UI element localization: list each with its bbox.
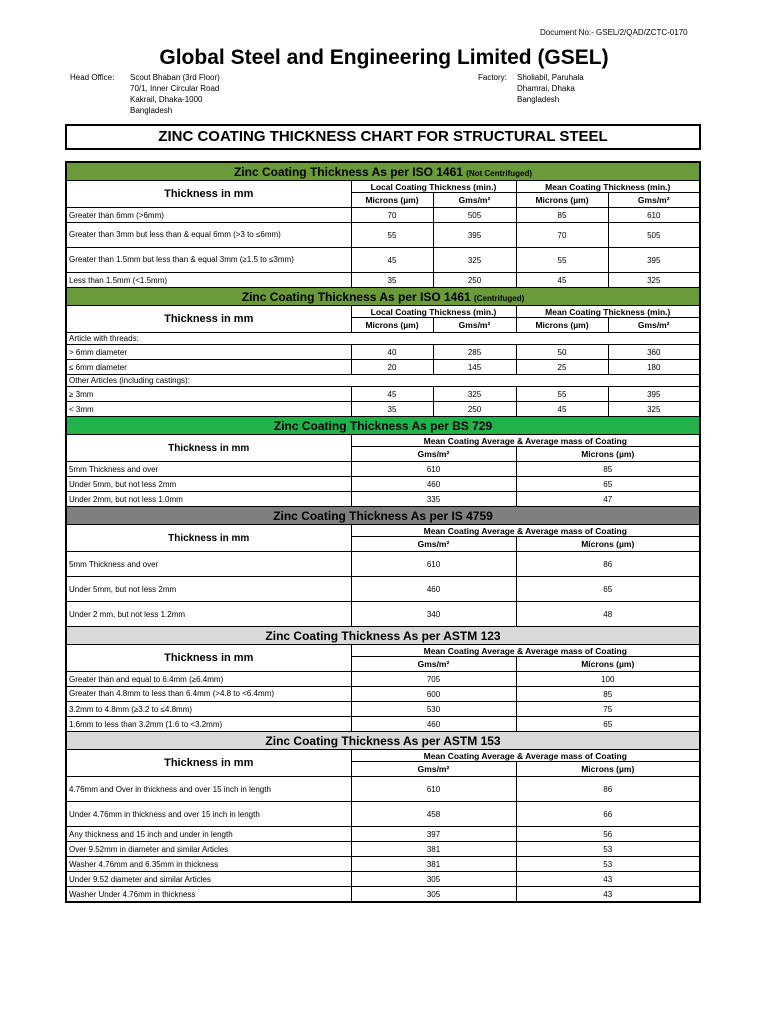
table-cell: Greater than 1.5mm but less than & equal 3mm (≥1.5 to ≤3mm) [66, 248, 351, 273]
microns-header: Microns (µm) [516, 447, 700, 462]
table-cell: Under 4.76mm in thickness and over 15 inch in length [66, 802, 351, 827]
table-cell: 55 [351, 223, 433, 248]
table-cell: 43 [516, 872, 700, 887]
section-header [66, 627, 700, 645]
table-cell: Under 2mm, but not less 1.0mm [66, 492, 351, 507]
table-cell: 325 [433, 248, 516, 273]
subheading-row [66, 333, 700, 345]
table-cell: 75 [516, 702, 700, 717]
factory-line: Bangladesh [517, 95, 560, 104]
table-cell: 530 [351, 702, 516, 717]
table-cell: 340 [351, 602, 516, 627]
table-cell: Under 5mm, but not less 2mm [66, 477, 351, 492]
table-cell: ≤ 6mm diameter [66, 360, 351, 375]
table-cell: 45 [351, 387, 433, 402]
table-cell: 610 [608, 208, 700, 223]
table-cell: 40 [351, 345, 433, 360]
head-office-label: Head Office: [70, 73, 115, 82]
gms-header: Gms/m² [608, 193, 700, 208]
table-cell: 85 [516, 208, 608, 223]
local-coating-header: Local Coating Thickness (min.) [351, 306, 516, 318]
factory-label: Factory: [478, 73, 507, 82]
table-row [66, 402, 700, 417]
table-row [66, 602, 700, 627]
thickness-header: Thickness in mm [66, 525, 351, 552]
table-cell: 53 [516, 857, 700, 872]
mean-coating-header: Mean Coating Average & Average mass of Coating [351, 750, 700, 762]
head-office-line: Scout Bhaban (3rd Floor) [130, 73, 220, 82]
head-office-line: 70/1, Inner Circular Road [130, 84, 220, 93]
gms-header: Gms/m² [608, 318, 700, 333]
table-cell: 56 [516, 827, 700, 842]
mean-coating-header: Mean Coating Average & Average mass of Coating [351, 525, 700, 537]
table-cell: 145 [433, 360, 516, 375]
subheading-row [66, 375, 700, 387]
table-cell: ≥ 3mm [66, 387, 351, 402]
table-row [66, 273, 700, 288]
factory-line: Dhamrai, Dhaka [517, 84, 575, 93]
table-cell: 53 [516, 842, 700, 857]
thickness-header: Thickness in mm [66, 181, 351, 208]
table-row [66, 687, 700, 702]
table-cell: 381 [351, 842, 516, 857]
table-cell: 395 [608, 248, 700, 273]
table-cell: 1.6mm to less than 3.2mm (1.6 to <3.2mm) [66, 717, 351, 732]
table-cell: 65 [516, 717, 700, 732]
table-cell: 458 [351, 802, 516, 827]
table-cell: 35 [351, 402, 433, 417]
table-row [66, 477, 700, 492]
table-cell: 70 [351, 208, 433, 223]
table-cell: 48 [516, 602, 700, 627]
section-title: Zinc Coating Thickness As per ISO 1461 [241, 289, 471, 304]
table-cell: 180 [608, 360, 700, 375]
table-row [66, 552, 700, 577]
table-cell: 50 [516, 345, 608, 360]
head-office-line: Bangladesh [130, 106, 173, 115]
table-cell: < 3mm [66, 402, 351, 417]
table-cell: 55 [516, 248, 608, 273]
table-cell: 381 [351, 857, 516, 872]
table-cell: 47 [516, 492, 700, 507]
document-number: Document No:- GSEL/2/QAD/ZCTC-0170 [540, 28, 688, 37]
thickness-header: Thickness in mm [66, 435, 351, 462]
table-cell: 45 [516, 402, 608, 417]
section-title: Zinc Coating Thickness As per BS 729 [66, 417, 700, 435]
microns-header: Microns (µm) [516, 657, 700, 672]
table-cell: 460 [351, 477, 516, 492]
table-cell: 505 [433, 208, 516, 223]
table-cell: Greater than 6mm (>6mm) [66, 208, 351, 223]
table-cell: 70 [516, 223, 608, 248]
table-row [66, 208, 700, 223]
table-cell: Under 2 mm, but not less 1.2mm [66, 602, 351, 627]
table-cell: 460 [351, 577, 516, 602]
table-cell: 86 [516, 777, 700, 802]
section-header [66, 162, 700, 181]
table-cell: 397 [351, 827, 516, 842]
table-cell: 250 [433, 273, 516, 288]
section-title: Zinc Coating Thickness As per ASTM 123 [66, 627, 700, 645]
section-title: Zinc Coating Thickness As per ISO 1461 [233, 164, 463, 179]
table-row [66, 827, 700, 842]
section-title: Zinc Coating Thickness As per ASTM 153 [66, 732, 700, 750]
table-cell: 325 [608, 273, 700, 288]
factory-address [478, 72, 678, 108]
microns-header: Microns (µm) [351, 318, 433, 333]
table-cell: 25 [516, 360, 608, 375]
table-cell: 65 [516, 477, 700, 492]
factory-line: Sholiabil, Paruhala [517, 73, 584, 82]
section-note: (Not Centrifuged) [466, 168, 533, 178]
table-cell: 600 [351, 687, 516, 702]
table-row [66, 672, 700, 687]
table-cell: 610 [351, 777, 516, 802]
gms-header: Gms/m² [433, 318, 516, 333]
table-row [66, 345, 700, 360]
mean-coating-header: Mean Coating Thickness (min.) [516, 306, 700, 318]
table-row [66, 577, 700, 602]
table-cell: 85 [516, 462, 700, 477]
table-cell: Greater than 3mm but less than & equal 6mm (>3 to ≤6mm) [66, 223, 351, 248]
local-coating-header: Local Coating Thickness (min.) [351, 181, 516, 193]
table-cell: 4.76mm and Over in thickness and over 15 inch in length [66, 777, 351, 802]
thickness-header: Thickness in mm [66, 645, 351, 672]
table-cell: Other Articles (including castings): [66, 375, 700, 387]
microns-header: Microns (µm) [516, 537, 700, 552]
table-row [66, 462, 700, 477]
table-cell: 610 [351, 462, 516, 477]
table-cell: 86 [516, 552, 700, 577]
table-cell: Greater than 4.8mm to less than 6.4mm (>4.8 to <6.4mm) [66, 687, 351, 702]
table-cell: 65 [516, 577, 700, 602]
table-cell: 305 [351, 872, 516, 887]
gms-header: Gms/m² [433, 193, 516, 208]
table-row [66, 492, 700, 507]
table-cell: 20 [351, 360, 433, 375]
table-row [66, 887, 700, 903]
table-cell: 85 [516, 687, 700, 702]
table-cell: Any thickness and 15 inch and under in length [66, 827, 351, 842]
table-row [66, 857, 700, 872]
section-title: Zinc Coating Thickness As per IS 4759 [66, 507, 700, 525]
gms-header: Gms/m² [351, 447, 516, 462]
table-cell: 395 [433, 223, 516, 248]
table-cell: 460 [351, 717, 516, 732]
table-cell: 5mm Thickness and over [66, 462, 351, 477]
table-cell: 35 [351, 273, 433, 288]
table-cell: Over 9.52mm in diameter and similar Articles [66, 842, 351, 857]
table-row [66, 387, 700, 402]
section-header [66, 732, 700, 750]
section-note: (Centrifuged) [474, 293, 525, 303]
section-header [66, 507, 700, 525]
table-row [66, 777, 700, 802]
table-cell: 3.2mm to 4.8mm (≥3.2 to ≤4.8mm) [66, 702, 351, 717]
table-cell: Greater than and equal to 6.4mm (≥6.4mm) [66, 672, 351, 687]
table-cell: Article with threads: [66, 333, 700, 345]
table-cell: 325 [608, 402, 700, 417]
table-cell: Under 9.52 diameter and similar Articles [66, 872, 351, 887]
microns-header: Microns (µm) [351, 193, 433, 208]
microns-header: Microns (µm) [516, 762, 700, 777]
table-cell: 325 [433, 387, 516, 402]
table-cell: 5mm Thickness and over [66, 552, 351, 577]
table-cell: 505 [608, 223, 700, 248]
table-cell: 45 [351, 248, 433, 273]
table-row [66, 360, 700, 375]
microns-header: Microns (µm) [516, 193, 608, 208]
head-office-line: Kakrail, Dhaka-1000 [130, 95, 203, 104]
table-cell: > 6mm diameter [66, 345, 351, 360]
table-row [66, 248, 700, 273]
table-cell: Washer 4.76mm and 6.35mm in thickness [66, 857, 351, 872]
table-cell: 45 [516, 273, 608, 288]
gms-header: Gms/m² [351, 762, 516, 777]
head-office-address [70, 72, 310, 118]
table-row [66, 802, 700, 827]
microns-header: Microns (µm) [516, 318, 608, 333]
company-name: Global Steel and Engineering Limited (GSEL) [159, 46, 609, 69]
table-cell: 100 [516, 672, 700, 687]
table-row [66, 223, 700, 248]
mean-coating-header: Mean Coating Thickness (min.) [516, 181, 700, 193]
mean-coating-header: Mean Coating Average & Average mass of Coating [351, 435, 700, 447]
table-cell: Washer Under 4.76mm in thickness [66, 887, 351, 903]
table-cell: 250 [433, 402, 516, 417]
table-cell: 285 [433, 345, 516, 360]
table-cell: Less than 1.5mm (<1.5mm) [66, 273, 351, 288]
gms-header: Gms/m² [351, 657, 516, 672]
thickness-header: Thickness in mm [66, 750, 351, 777]
table-row [66, 842, 700, 857]
table-cell: 360 [608, 345, 700, 360]
table-cell: 395 [608, 387, 700, 402]
table-cell: 610 [351, 552, 516, 577]
thickness-header: Thickness in mm [66, 306, 351, 333]
zinc-coating-table [65, 161, 701, 903]
table-row [66, 717, 700, 732]
table-cell: 705 [351, 672, 516, 687]
table-cell: Under 5mm, but not less 2mm [66, 577, 351, 602]
table-cell: 305 [351, 887, 516, 903]
table-row [66, 702, 700, 717]
chart-title: ZINC COATING THICKNESS CHART FOR STRUCTURAL STEEL [65, 124, 701, 150]
table-cell: 55 [516, 387, 608, 402]
gms-header: Gms/m² [351, 537, 516, 552]
section-header [66, 417, 700, 435]
table-cell: 66 [516, 802, 700, 827]
table-row [66, 872, 700, 887]
mean-coating-header: Mean Coating Average & Average mass of Coating [351, 645, 700, 657]
table-cell: 335 [351, 492, 516, 507]
section-header [66, 288, 700, 306]
table-cell: 43 [516, 887, 700, 903]
